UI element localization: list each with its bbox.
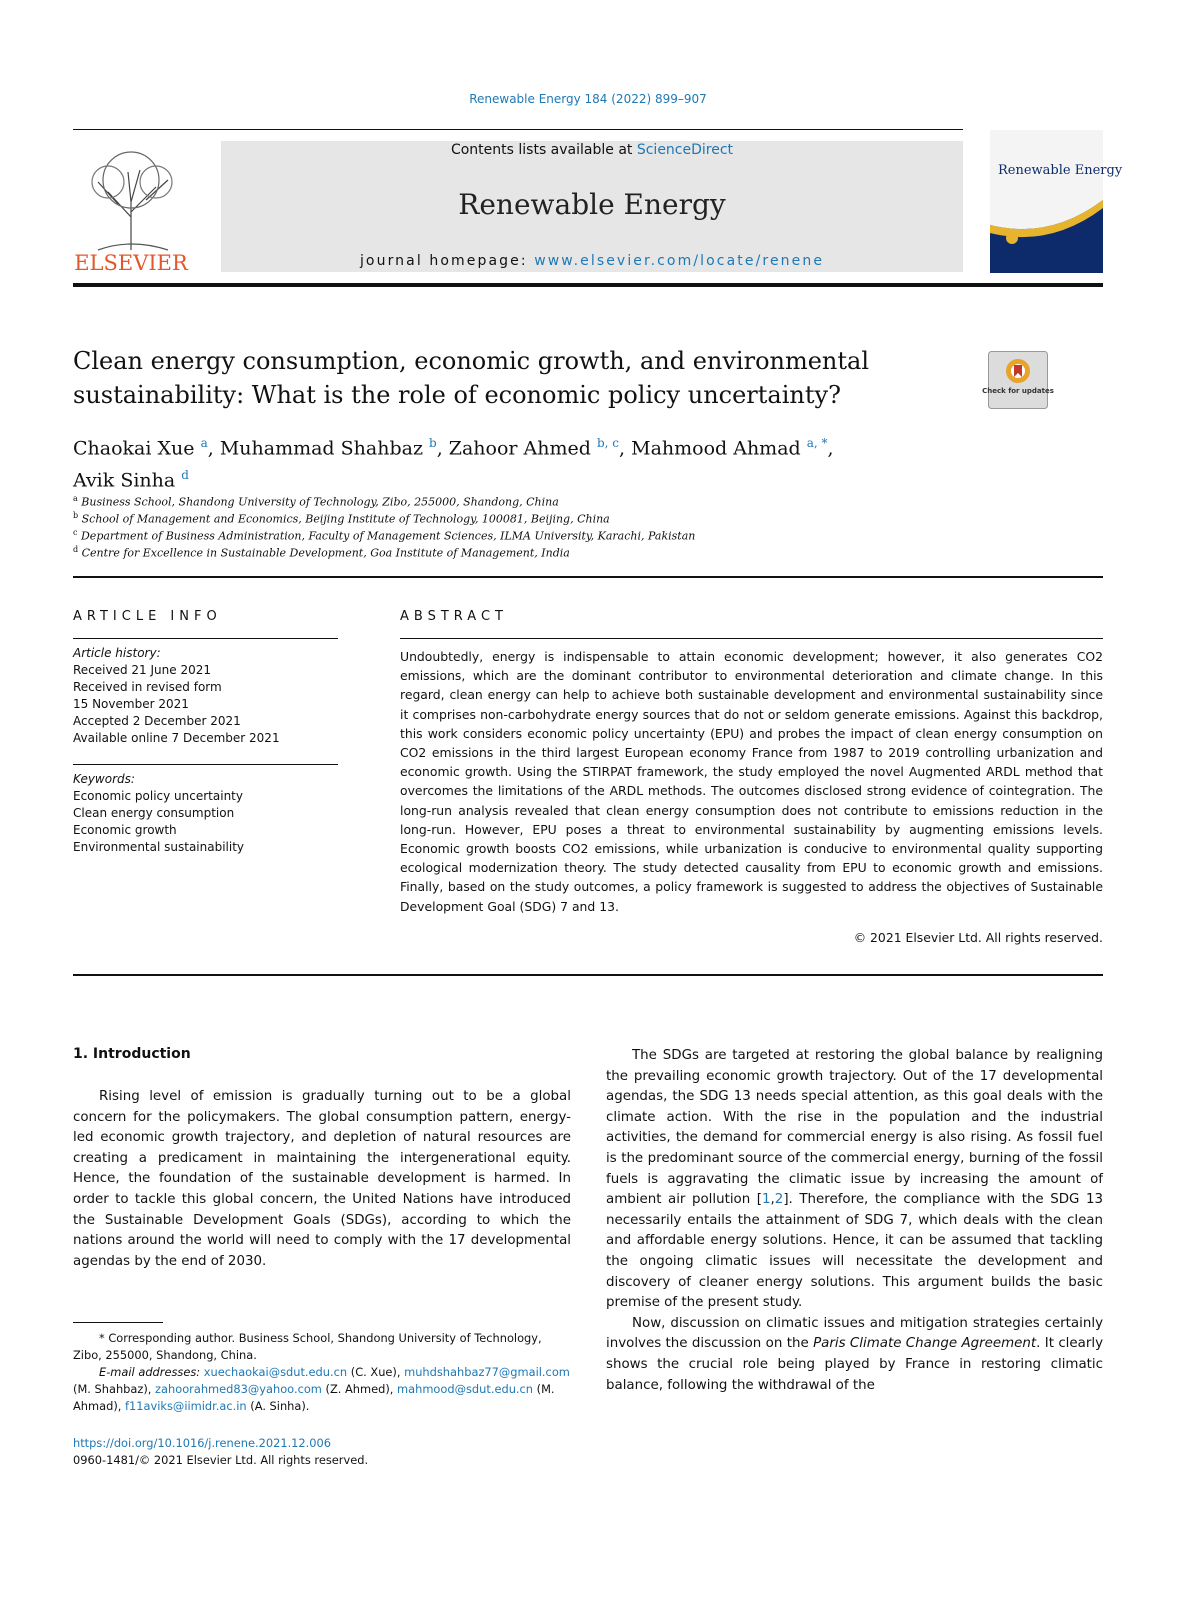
article-title: Clean energy consumption, economic growth, and environmental sustainability: What is the role of economic policy uncertainty?: [73, 347, 870, 409]
abstract-rule: [400, 638, 1103, 639]
keywords-rule: [73, 764, 338, 765]
email-link[interactable]: muhdshahbaz77@gmail.com: [404, 1365, 570, 1379]
sciencedirect-link[interactable]: ScienceDirect: [636, 142, 734, 158]
affiliation: $^a$ Business School, Shandong University of Technology, Zibo, 255000, Shandong, China: [73, 494, 559, 509]
keywords: [73, 771, 338, 856]
check-for-updates-icon[interactable]: [982, 351, 1054, 409]
issn-line: 0960-1481/© 2021 Elsevier Ltd. All rights reserved.: [73, 1453, 369, 1467]
elsevier-logo-icon: [68, 142, 195, 274]
keyword-item: Clean energy consumption: [73, 806, 235, 820]
keywords-label: Keywords:: [73, 772, 135, 786]
history-item: Available online 7 December 2021: [73, 731, 280, 745]
author-list: Chaokai Xue $^a$, Muhammad Shahbaz $^b$, Zahoor Ahmed $^{b, c}$, Mahmood Ahmad $^{a, *}$, Avik Sinha $^d$: [73, 436, 834, 492]
article-history: [73, 645, 338, 747]
affiliation: $^b$ School of Management and Economics, Beijing Institute of Technology, 100081, Beijing, China: [73, 511, 610, 526]
history-label: Article history:: [73, 646, 161, 660]
author-name[interactable]: Muhammad Shahbaz: [219, 437, 423, 460]
history-item: Accepted 2 December 2021: [73, 714, 241, 728]
cover-title: Renewable Energy: [998, 163, 1123, 178]
contents-prefix: Contents lists available at: [450, 142, 637, 158]
journal-cover-icon: [990, 130, 1123, 273]
author-affiliation-mark[interactable]: a: [200, 436, 208, 450]
author-name[interactable]: Avik Sinha: [73, 469, 176, 492]
abstract-heading: ABSTRACT: [400, 609, 508, 624]
section-heading-introduction: 1. Introduction: [73, 1046, 191, 1062]
paragraph: The SDGs are targeted at restoring the global balance by realigning the prevailing economic growth trajectory. Out of the 17 developmental agendas, the SDG 13 needs special attention, as this goal deals with the climate action. With the rise in the population and the industrial activities, the demand for commercial energy is also rising. As fossil fuel is the predominant source of the commercial energy, burning of the fossil fuels is aggravating the climatic issue by increasing the amount of ambient air pollution [1,2]. Therefore, the compliance with the SDG 13 necessarily entails the attainment of SDG 7, which deals with the clean and affordable energy solutions. Hence, it can be assumed that tackling the ongoing climatic issues will necessitate the development and discovery of cleaner energy solutions. This argument builds the basic premise of the present study.: [606, 1048, 1103, 1311]
keyword-item: Environmental sustainability: [73, 840, 245, 854]
article-info-heading: ARTICLE INFO: [73, 609, 222, 624]
journal-name: Renewable Energy: [458, 188, 726, 221]
keyword-item: Economic growth: [73, 823, 177, 837]
affiliation: $^d$ Centre for Excellence in Sustainable Development, Goa Institute of Management, India: [73, 545, 570, 560]
history-item: Received in revised form: [73, 680, 222, 694]
author-affiliation-mark[interactable]: d: [181, 468, 189, 483]
abstract-copyright: © 2021 Elsevier Ltd. All rights reserved.: [853, 930, 1103, 945]
email-link[interactable]: f11aviks@iimidr.ac.in: [125, 1399, 247, 1413]
email-link[interactable]: xuechaokai@sdut.edu.cn: [203, 1365, 348, 1379]
affiliation: $^c$ Department of Business Administration, Faculty of Management Sciences, ILMA University, Karachi, Pakistan: [73, 528, 696, 543]
reference-link[interactable]: 2: [774, 1192, 784, 1208]
email-link[interactable]: zahoorahmed83@yahoo.com: [155, 1382, 322, 1396]
check-updates-label: Check for updates: [982, 387, 1054, 395]
body-column-right: [606, 1046, 1103, 1396]
homepage-prefix: journal homepage:: [359, 253, 535, 269]
elsevier-wordmark: ELSEVIER: [74, 251, 188, 275]
abstract-end-rule: [73, 974, 1103, 976]
paragraph: Rising level of emission is gradually turning out to be a global concern for the policymakers. The global consumption pattern, energy-led economic growth trajectory, and depletion of natural resources are creating a predicament in maintaining the intergenerational equity. Hence, the foundation of the sustainable development is harmed. In order to tackle this global concern, the United Nations have introduced the Sustainable Development Goals (SDGs), according to which the nations around the world will need to comply with the 17 developmental agendas by the end of 2030.: [73, 1089, 571, 1269]
body-column-left: [73, 1087, 571, 1272]
history-item: Received 21 June 2021: [73, 663, 211, 677]
homepage-line: [221, 253, 963, 269]
keyword-item: Economic policy uncertainty: [73, 789, 243, 803]
journal-citation[interactable]: Renewable Energy 184 (2022) 899–907: [469, 92, 707, 106]
header-rule: [73, 129, 963, 130]
doi-link[interactable]: https://doi.org/10.1016/j.renene.2021.12.006: [73, 1436, 332, 1450]
abstract-text: Undoubtedly, energy is indispensable to attain economic development; however, it also generates CO2 emissions, which are the dominant contributor to environmental deterioration and climate change. In this regard, clean energy can help to achieve both sustainable development and environmental sustainability since it comprises non-carbohydrate energy sources that do not or seldom generate emissions. Against this backdrop, this work considers economic policy uncertainty (EPU) and probes the impact of clean energy consumption on CO2 emissions in the third largest European economy France from 1987 to 2019 controlling urbanization and economic growth. Using the STIRPAT framework, the study employed the novel Augmented ARDL method that overcomes the limitations of the ARDL methods. The outcomes disclosed strong evidence of cointegration. The long-run analysis revealed that clean energy consumption does not contribute to emissions reduction in the long-run. However, EPU poses a threat to environmental sustainability by augmenting emissions levels. Economic growth boosts CO2 emissions, while urbanization is conducive to environmental quality supporting ecological modernization theory. The study detected causality from EPU to economic growth and emissions. Finally, based on the study outcomes, a policy framework is suggested to address the objectives of Sustainable Development Goal (SDG) 7 and 13.: [400, 649, 1103, 914]
author-affiliation-mark[interactable]: b, c: [596, 436, 620, 450]
author-name[interactable]: Chaokai Xue: [73, 437, 195, 460]
author-name[interactable]: Zahoor Ahmed: [448, 437, 591, 460]
contents-line: [221, 142, 963, 158]
history-item: 15 November 2021: [73, 697, 189, 711]
footnote-rule: [73, 1322, 163, 1323]
author-affiliation-mark[interactable]: b: [429, 436, 437, 450]
author-name[interactable]: Mahmood Ahmad: [631, 437, 801, 460]
reference-link[interactable]: 1: [762, 1192, 771, 1208]
homepage-link[interactable]: www.elsevier.com/locate/renene: [534, 253, 825, 269]
email-link[interactable]: mahmood@sdut.edu.cn: [397, 1382, 534, 1396]
paragraph: Now, discussion on climatic issues and mitigation strategies certainly involves the discussion on the Paris Climate Change Agreement. It clearly shows the crucial role being played by France in restoring climatic balance, following the withdrawal of the: [606, 1315, 1103, 1393]
corresponding-author-note: * Corresponding author. Business School, Shandong University of Technology, Zibo, 255000, Shandong, China.: [73, 1331, 542, 1362]
author-affiliation-mark[interactable]: a, *: [806, 436, 828, 450]
title-block-rule: [73, 576, 1103, 578]
email-addresses: E-mail addresses: xuechaokai@sdut.edu.cn (C. Xue), muhdshahbaz77@gmail.com (M. Shahbaz), zahoorahmed83@yahoo.com (Z. Ahmed), mahmood@sdut.edu.cn (M. Ahmad), f11aviks@iimidr.ac.in (A. Sinha).: [73, 1365, 570, 1413]
article-info-rule: [73, 638, 338, 639]
footnote: [73, 1330, 571, 1415]
header-thick-rule: [73, 283, 1103, 287]
